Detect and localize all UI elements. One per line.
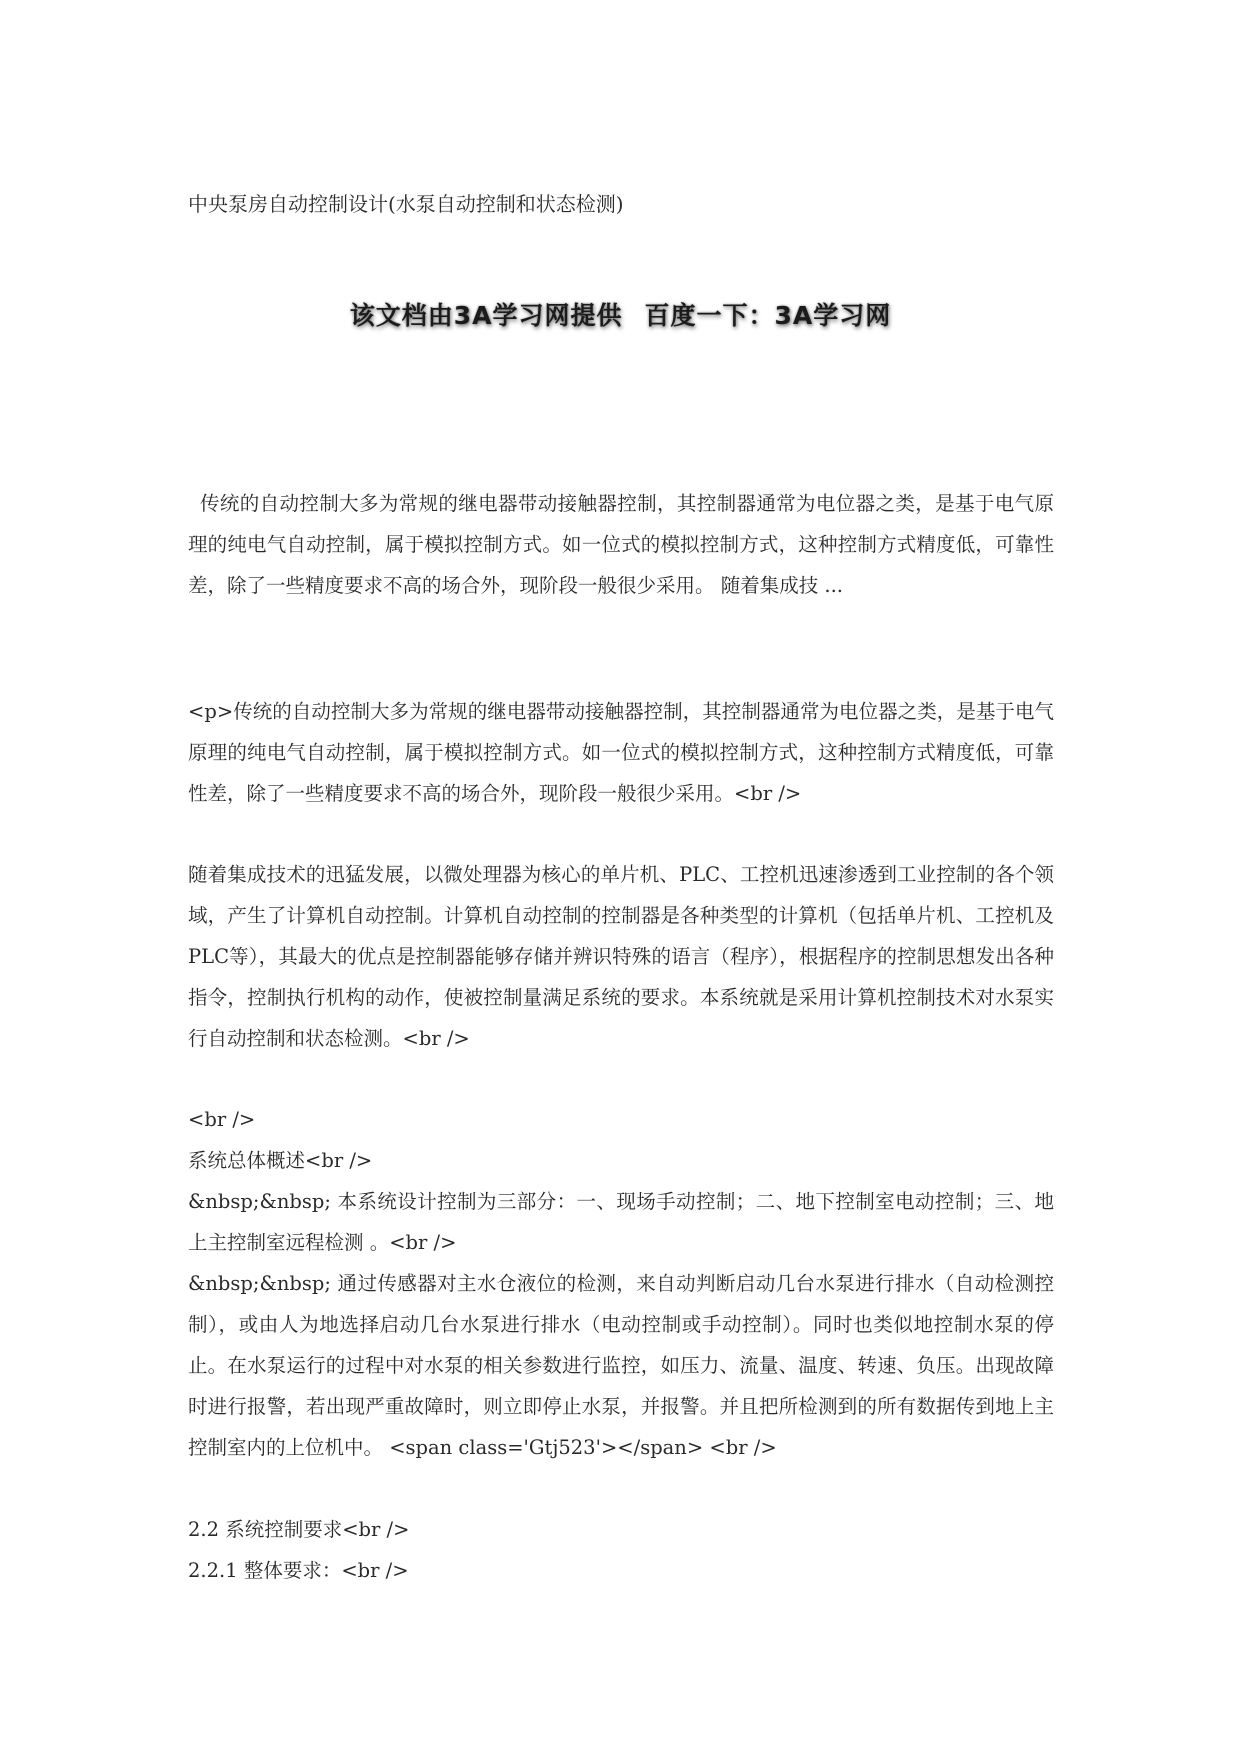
section-heading-2-2: 2.2 系统控制要求<br /> (188, 1518, 410, 1541)
source-banner (0, 296, 1241, 332)
banner-provider-text: 该文档由3A学习网提供 (349, 301, 623, 330)
body-paragraph-2: 随着集成技术的迅猛发展，以微处理器为核心的单片机、PLC、工控机迅速渗透到工业控制的各个领域，产生了计算机自动控制。计算机自动控制的控制器是各种类型的计算机（包括单片机、工控机及PLC等），其最大的优点是控制器能够存储并辨识特殊的语言（程序），根据程序的控制思想发出各种指令，控制执行机构的动作，使被控制量满足系统的要求。本系统就是采用计算机控制技术对水泵实行自动控制和状态检测。<br /> (188, 863, 1054, 1050)
body-paragraph-1: <p>传统的自动控制大多为常规的继电器带动接触器控制，其控制器通常为电位器之类，是基于电气原理的纯电气自动控制，属于模拟控制方式。如一位式的模拟控制方式，这种控制方式精度低，可靠性差，除了一些精度要求不高的场合外，现阶段一般很少采用。<br /> (188, 700, 1054, 805)
text-line: &nbsp;&nbsp; 通过传感器对主水仓液位的检测，来自动判断启动几台水泵进行排水（自动检测控制），或由人为地选择启动几台水泵进行排水（电动控制或手动控制）。同时也类似地控制水泵的停止。在水泵运行的过程中对水泵的相关参数进行监控，如压力、流量、温度、转速、负压。出现故障时进行报警，若出现严重故障时，则立即停止水泵，并报警。并且把所检测到的所有数据传到地上主控制室内的上位机中。 <span class='Gtj523'></span> <br /> (188, 1272, 1054, 1459)
document-title: 中央泵房自动控制设计(水泵自动控制和状态检测) (188, 192, 624, 216)
banner-search-text: 百度一下：3A学习网 (644, 301, 892, 330)
excerpt-paragraph: 传统的自动控制大多为常规的继电器带动接触器控制，其控制器通常为电位器之类，是基于电气原理的纯电气自动控制，属于模拟控制方式。如一位式的模拟控制方式，这种控制方式精度低，可靠性差，除了一些精度要求不高的场合外，现阶段一般很少采用。 随着集成技 ... (188, 492, 1054, 597)
section-heading-overview: 系统总体概述<br /> (188, 1149, 373, 1172)
body-section-lines (188, 1099, 1054, 1591)
text-line: <br /> (188, 1108, 256, 1131)
text-line: &nbsp;&nbsp; 本系统设计控制为三部分：一、现场手动控制；二、地下控制室电动控制；三、地上主控制室远程检测 。<br /> (188, 1190, 1054, 1254)
blank-line (188, 1468, 1054, 1509)
section-heading-2-2-1: 2.2.1 整体要求：<br /> (188, 1559, 409, 1582)
